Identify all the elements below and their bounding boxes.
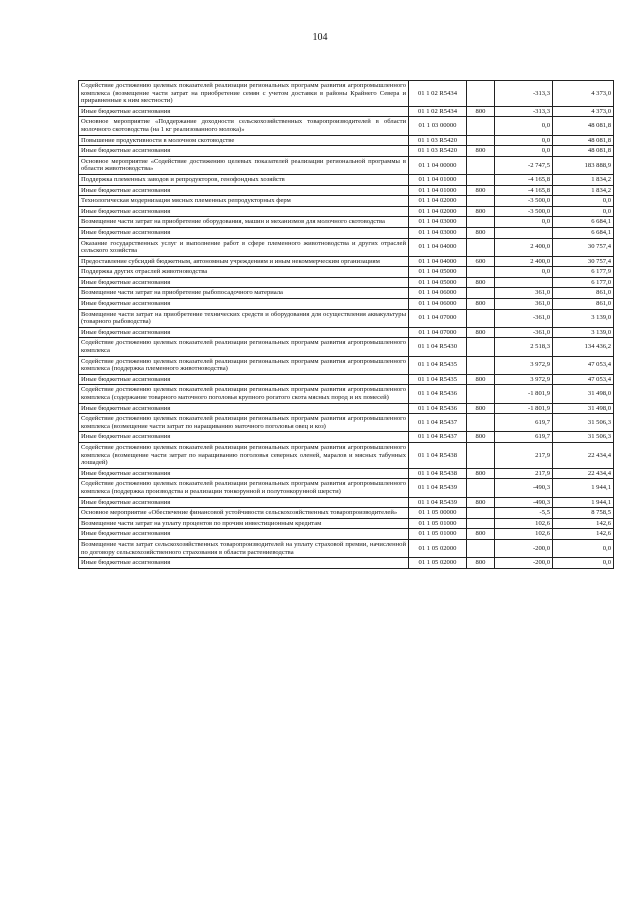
row-code-cell: 01 1 04 01000 (409, 185, 467, 196)
row-change-cell: 0,0 (495, 117, 553, 135)
row-change-cell: -361,0 (495, 309, 553, 327)
row-total-cell: 0,0 (553, 196, 614, 207)
row-change-cell: -313,3 (495, 106, 553, 117)
table-row (79, 338, 614, 356)
row-change-cell: 361,0 (495, 288, 553, 299)
row-change-cell: -490,3 (495, 497, 553, 508)
row-total-cell: 30 757,4 (553, 256, 614, 267)
table-row (79, 403, 614, 414)
table-row (79, 508, 614, 519)
row-total-cell: 3 139,0 (553, 327, 614, 338)
table-row (79, 309, 614, 327)
row-name-cell: Иные бюджетные ассигнования (79, 277, 409, 288)
row-change-cell: 217,9 (495, 468, 553, 479)
table-row (79, 374, 614, 385)
budget-table (78, 80, 614, 569)
row-change-cell: 102,6 (495, 518, 553, 529)
row-name-cell: Технологическая модернизация мясных племенных репродукторных ферм (79, 196, 409, 207)
row-total-cell: 861,0 (553, 299, 614, 310)
row-total-cell: 31 506,3 (553, 414, 614, 432)
row-code-cell: 01 1 05 02000 (409, 558, 467, 569)
row-expense-type-cell (467, 338, 495, 356)
row-name-cell: Возмещение части затрат на приобретение оборудования, машин и механизмов для молочного скотоводства (79, 217, 409, 228)
row-change-cell: -4 165,8 (495, 185, 553, 196)
row-name-cell: Основное мероприятие «Поддержание доходности сельскохозяйственных товаропроизводителей в области молочного скотоводства (на 1 кг реализованного молока)» (79, 117, 409, 135)
row-name-cell: Иные бюджетные ассигнования (79, 558, 409, 569)
row-change-cell: -4 165,8 (495, 174, 553, 185)
table-row (79, 468, 614, 479)
row-code-cell: 01 1 04 04000 (409, 256, 467, 267)
row-expense-type-cell (467, 174, 495, 185)
row-code-cell: 01 1 03 00000 (409, 117, 467, 135)
table-row (79, 146, 614, 157)
row-total-cell: 183 888,9 (553, 156, 614, 174)
page-number: 104 (312, 32, 328, 43)
row-name-cell: Основное мероприятие «Содействие достижению целевых показателей реализации региональной программы в области животноводства» (79, 156, 409, 174)
table-row (79, 206, 614, 217)
table-row (79, 117, 614, 135)
row-name-cell: Иные бюджетные ассигнования (79, 299, 409, 310)
row-change-cell: -200,0 (495, 558, 553, 569)
table-row (79, 518, 614, 529)
row-expense-type-cell (467, 356, 495, 374)
row-expense-type-cell: 800 (467, 327, 495, 338)
row-code-cell: 01 1 05 01000 (409, 529, 467, 540)
row-change-cell: 2 400,0 (495, 238, 553, 256)
table-row (79, 217, 614, 228)
row-code-cell: 01 1 04 03000 (409, 227, 467, 238)
row-change-cell: -313,3 (495, 81, 553, 107)
row-expense-type-cell: 800 (467, 299, 495, 310)
row-name-cell: Содействие достижению целевых показателей реализации региональных программ развития агропромышленного комплекса (возмещение части затрат по наращиванию поголовья северных оленей, маралов и мясных табунных лошадей) (79, 442, 409, 468)
row-total-cell: 4 373,0 (553, 81, 614, 107)
row-code-cell: 01 1 04 R5430 (409, 338, 467, 356)
row-name-cell: Содействие достижению целевых показателей реализации региональных программ развития агропромышленного комплекса (содержание товарного маточного поголовья крупного рогатого скота мясных пород и их помесей) (79, 385, 409, 403)
row-code-cell: 01 1 04 R5439 (409, 497, 467, 508)
row-name-cell: Возмещение части затрат на приобретение рыбопосадочного материала (79, 288, 409, 299)
row-change-cell: 3 972,9 (495, 356, 553, 374)
table-row (79, 227, 614, 238)
row-expense-type-cell (467, 479, 495, 497)
row-change-cell: 2 400,0 (495, 256, 553, 267)
row-change-cell: -1 801,9 (495, 403, 553, 414)
row-name-cell: Иные бюджетные ассигнования (79, 432, 409, 443)
row-code-cell: 01 1 04 R5436 (409, 385, 467, 403)
row-name-cell: Оказание государственных услуг и выполнение работ в сфере племенного животноводства и других отраслей сельского хозяйства (79, 238, 409, 256)
row-expense-type-cell (467, 288, 495, 299)
row-total-cell: 1 944,1 (553, 479, 614, 497)
row-total-cell: 1 944,1 (553, 497, 614, 508)
table-row (79, 267, 614, 278)
table-row (79, 356, 614, 374)
table-row (79, 174, 614, 185)
row-expense-type-cell (467, 196, 495, 207)
row-code-cell: 01 1 04 R5438 (409, 442, 467, 468)
table-row (79, 327, 614, 338)
row-expense-type-cell (467, 217, 495, 228)
row-expense-type-cell: 800 (467, 185, 495, 196)
row-expense-type-cell: 800 (467, 227, 495, 238)
row-name-cell: Содействие достижению целевых показателей реализации региональных программ развития агропромышленного комплекса (поддержка племенного животноводства) (79, 356, 409, 374)
row-change-cell: -490,3 (495, 479, 553, 497)
row-change-cell: 2 518,3 (495, 338, 553, 356)
table-row (79, 185, 614, 196)
row-code-cell: 01 1 04 07000 (409, 309, 467, 327)
row-code-cell: 01 1 05 02000 (409, 539, 467, 557)
row-total-cell: 31 498,0 (553, 403, 614, 414)
table-row (79, 196, 614, 207)
table-row (79, 135, 614, 146)
row-total-cell: 48 081,8 (553, 117, 614, 135)
row-code-cell: 01 1 04 02000 (409, 196, 467, 207)
row-expense-type-cell: 800 (467, 277, 495, 288)
row-total-cell: 861,0 (553, 288, 614, 299)
row-code-cell: 01 1 04 07000 (409, 327, 467, 338)
row-total-cell: 142,6 (553, 518, 614, 529)
table-row (79, 414, 614, 432)
row-expense-type-cell: 600 (467, 256, 495, 267)
row-change-cell: 3 972,9 (495, 374, 553, 385)
row-name-cell: Иные бюджетные ассигнования (79, 185, 409, 196)
row-code-cell: 01 1 05 01000 (409, 518, 467, 529)
row-name-cell: Иные бюджетные ассигнования (79, 146, 409, 157)
row-code-cell: 01 1 03 R5420 (409, 146, 467, 157)
row-code-cell: 01 1 03 R5420 (409, 135, 467, 146)
row-expense-type-cell (467, 442, 495, 468)
row-name-cell: Иные бюджетные ассигнования (79, 106, 409, 117)
table-row (79, 558, 614, 569)
row-code-cell: 01 1 04 05000 (409, 277, 467, 288)
row-name-cell: Иные бюджетные ассигнования (79, 206, 409, 217)
row-change-cell: -3 500,0 (495, 206, 553, 217)
row-change-cell (495, 227, 553, 238)
row-code-cell: 01 1 05 00000 (409, 508, 467, 519)
row-name-cell: Содействие достижению целевых показателей реализации региональных программ развития агропромышленного комплекса (возмещение части затрат по наращиванию маточного поголовья овец и коз) (79, 414, 409, 432)
row-expense-type-cell: 800 (467, 106, 495, 117)
table-row (79, 288, 614, 299)
row-expense-type-cell: 800 (467, 468, 495, 479)
table-row (79, 529, 614, 540)
table-row (79, 106, 614, 117)
row-expense-type-cell (467, 539, 495, 557)
table-row (79, 442, 614, 468)
row-expense-type-cell: 800 (467, 497, 495, 508)
row-code-cell: 01 1 04 02000 (409, 206, 467, 217)
row-name-cell: Основное мероприятие «Обеспечение финансовой устойчивости сельскохозяйственных товаропроизводителей» (79, 508, 409, 519)
row-total-cell: 6 177,9 (553, 267, 614, 278)
row-change-cell: -200,0 (495, 539, 553, 557)
row-name-cell: Возмещение части затрат на приобретение технических средств и оборудования для осуществления аквакультуры (товарного рыбоводства) (79, 309, 409, 327)
row-total-cell: 1 834,2 (553, 185, 614, 196)
table-row (79, 479, 614, 497)
table-row (79, 277, 614, 288)
row-change-cell: -5,5 (495, 508, 553, 519)
row-total-cell: 22 434,4 (553, 468, 614, 479)
row-change-cell: 0,0 (495, 135, 553, 146)
row-expense-type-cell (467, 414, 495, 432)
row-change-cell: -3 500,0 (495, 196, 553, 207)
row-name-cell: Иные бюджетные ассигнования (79, 327, 409, 338)
row-total-cell: 0,0 (553, 206, 614, 217)
row-total-cell: 1 834,2 (553, 174, 614, 185)
row-expense-type-cell: 800 (467, 403, 495, 414)
table-row (79, 432, 614, 443)
row-name-cell: Иные бюджетные ассигнования (79, 468, 409, 479)
row-code-cell: 01 1 04 04000 (409, 238, 467, 256)
row-change-cell: 619,7 (495, 432, 553, 443)
table-row (79, 299, 614, 310)
row-name-cell: Содействие достижению целевых показателей реализации региональных программ развития агропромышленного комплекса (79, 338, 409, 356)
row-code-cell: 01 1 04 R5435 (409, 374, 467, 385)
row-total-cell: 8 758,5 (553, 508, 614, 519)
row-total-cell: 48 081,8 (553, 135, 614, 146)
row-name-cell: Повышение продуктивности в молочном скотоводстве (79, 135, 409, 146)
row-change-cell: 0,0 (495, 146, 553, 157)
row-total-cell: 30 757,4 (553, 238, 614, 256)
row-name-cell: Иные бюджетные ассигнования (79, 529, 409, 540)
row-code-cell: 01 1 02 R5434 (409, 81, 467, 107)
row-expense-type-cell: 800 (467, 558, 495, 569)
row-expense-type-cell (467, 238, 495, 256)
row-total-cell: 4 373,0 (553, 106, 614, 117)
row-code-cell: 01 1 04 00000 (409, 156, 467, 174)
row-code-cell: 01 1 04 R5436 (409, 403, 467, 414)
row-code-cell: 01 1 04 03000 (409, 217, 467, 228)
row-expense-type-cell: 800 (467, 374, 495, 385)
row-code-cell: 01 1 04 R5439 (409, 479, 467, 497)
row-name-cell: Иные бюджетные ассигнования (79, 497, 409, 508)
row-total-cell: 6 684,1 (553, 227, 614, 238)
row-change-cell: 0,0 (495, 217, 553, 228)
row-name-cell: Содействие достижению целевых показателей реализации региональных программ развития агропромышленного комплекса (поддержка производства и реализации тонкорунной и полутонкорунной шерсти) (79, 479, 409, 497)
table-row (79, 539, 614, 557)
table-row (79, 256, 614, 267)
row-total-cell: 31 506,3 (553, 432, 614, 443)
row-total-cell: 0,0 (553, 558, 614, 569)
row-name-cell: Возмещение части затрат на уплату процентов по прочим инвестиционным кредитам (79, 518, 409, 529)
row-change-cell: 361,0 (495, 299, 553, 310)
row-expense-type-cell (467, 81, 495, 107)
row-code-cell: 01 1 04 06000 (409, 288, 467, 299)
row-total-cell: 48 081,8 (553, 146, 614, 157)
row-change-cell: -361,0 (495, 327, 553, 338)
row-name-cell: Возмещение части затрат сельскохозяйственных товаропроизводителей на уплату страховой премии, начисленной по договору сельскохозяйственного страхования в области растениеводства (79, 539, 409, 557)
row-name-cell: Иные бюджетные ассигнования (79, 374, 409, 385)
row-total-cell: 22 434,4 (553, 442, 614, 468)
row-expense-type-cell: 800 (467, 146, 495, 157)
table-row (79, 238, 614, 256)
row-code-cell: 01 1 04 R5437 (409, 432, 467, 443)
row-total-cell: 31 498,0 (553, 385, 614, 403)
row-total-cell: 3 139,0 (553, 309, 614, 327)
row-expense-type-cell (467, 518, 495, 529)
row-total-cell: 6 684,1 (553, 217, 614, 228)
row-expense-type-cell (467, 508, 495, 519)
row-expense-type-cell (467, 267, 495, 278)
table-row (79, 385, 614, 403)
row-change-cell: 0,0 (495, 267, 553, 278)
row-expense-type-cell: 800 (467, 529, 495, 540)
row-change-cell (495, 277, 553, 288)
row-expense-type-cell (467, 156, 495, 174)
row-expense-type-cell (467, 135, 495, 146)
row-code-cell: 01 1 04 05000 (409, 267, 467, 278)
row-code-cell: 01 1 02 R5434 (409, 106, 467, 117)
row-code-cell: 01 1 04 R5435 (409, 356, 467, 374)
row-name-cell: Иные бюджетные ассигнования (79, 403, 409, 414)
row-expense-type-cell: 800 (467, 206, 495, 217)
row-name-cell: Иные бюджетные ассигнования (79, 227, 409, 238)
row-code-cell: 01 1 04 R5437 (409, 414, 467, 432)
row-code-cell: 01 1 04 01000 (409, 174, 467, 185)
row-change-cell: 217,9 (495, 442, 553, 468)
row-name-cell: Поддержка других отраслей животноводства (79, 267, 409, 278)
row-change-cell: -1 801,9 (495, 385, 553, 403)
row-code-cell: 01 1 04 06000 (409, 299, 467, 310)
row-total-cell: 6 177,0 (553, 277, 614, 288)
row-total-cell: 134 436,2 (553, 338, 614, 356)
row-total-cell: 47 053,4 (553, 374, 614, 385)
row-code-cell: 01 1 04 R5438 (409, 468, 467, 479)
row-expense-type-cell: 800 (467, 432, 495, 443)
row-total-cell: 47 053,4 (553, 356, 614, 374)
row-expense-type-cell (467, 385, 495, 403)
table-row (79, 497, 614, 508)
budget-table-body (79, 81, 614, 569)
row-total-cell: 142,6 (553, 529, 614, 540)
table-row (79, 156, 614, 174)
row-name-cell: Содействие достижению целевых показателей реализации региональных программ развития агропромышленного комплекса (возмещение части затрат на приобретение семян с учетом доставки в районы Крайнего Севера и приравненные к ним местности) (79, 81, 409, 107)
table-row (79, 81, 614, 107)
row-change-cell: -2 747,5 (495, 156, 553, 174)
row-name-cell: Предоставление субсидий бюджетным, автономным учреждениям и иным некоммерческим организациям (79, 256, 409, 267)
row-change-cell: 619,7 (495, 414, 553, 432)
row-expense-type-cell (467, 117, 495, 135)
row-expense-type-cell (467, 309, 495, 327)
row-name-cell: Поддержка племенных заводов и репродукторов, генофондных хозяйств (79, 174, 409, 185)
row-total-cell: 0,0 (553, 539, 614, 557)
row-change-cell: 102,6 (495, 529, 553, 540)
